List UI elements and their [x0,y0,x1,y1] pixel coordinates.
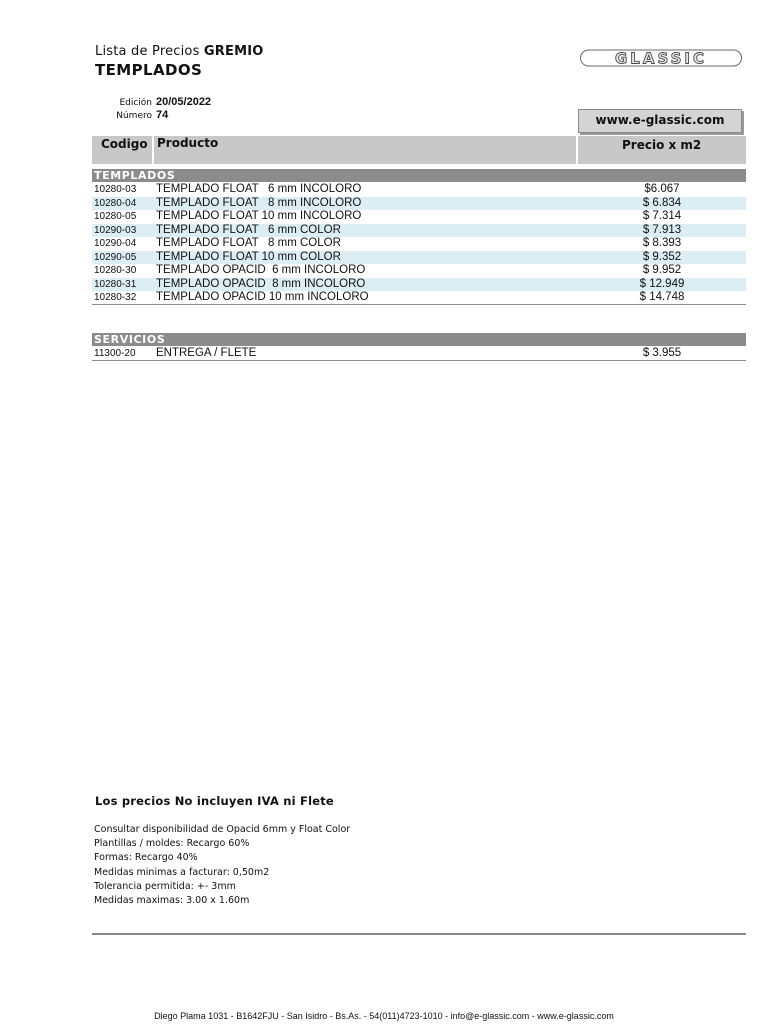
glassic-logo [580,48,742,68]
footer-rule [92,933,746,935]
note-line: Medidas maximas: 3.00 x 1.60m [94,895,250,907]
title-prefix: Lista de Precios [95,44,204,59]
section-bar-servicios [92,333,746,346]
row-code: 10290-05 [94,251,137,263]
row-price: $6.067 [644,183,680,195]
row-price: $ 9.952 [642,264,682,276]
section-bottom-rule [92,360,746,361]
row-code: 10290-04 [94,238,137,249]
edicion-value: 20/05/2022 [156,96,212,108]
row-product: TEMPLADO FLOAT 10 mm COLOR [156,250,341,263]
note-line: Consultar disponibilidad de Opacid 6mm y Float Color [94,824,351,835]
notes-heading: Los precios No incluyen IVA ni Flete [95,794,334,808]
column-producto: Producto [157,136,219,150]
row-code: 11300-20 [94,348,136,359]
table-row [92,183,746,197]
row-code: 10280-31 [94,278,137,290]
table-row [92,237,746,251]
column-precio: Precio x m2 [622,138,702,152]
document-subtitle: TEMPLADOS [95,61,203,79]
numero-value: 74 [156,109,169,121]
row-code: 10280-30 [94,265,137,276]
note-line: Tolerancia permitida: +- 3mm [94,880,236,892]
row-product: TEMPLADO FLOAT 6 mm INCOLORO [156,183,362,195]
row-price: $ 9.352 [642,250,682,263]
row-price: $ 7.913 [642,223,682,236]
row-price: $ 8.393 [642,237,682,249]
table-row [92,264,746,278]
row-product: TEMPLADO OPACID 8 mm INCOLORO [156,277,366,290]
column-separator [152,136,154,164]
note-line: Plantillas / moldes: Recargo 60% [94,838,250,850]
row-code: 10290-03 [94,224,137,236]
website-link[interactable]: www.e-glassic.com [578,109,742,133]
numero-label: Número [116,111,152,121]
column-separator [576,136,578,164]
table-row [92,224,746,238]
edicion-label: Edición [119,98,152,108]
footer-contact: Diego Plama 1031 - B1642FJU - San Isidro - Bs.As. - 54(011)4723-1010 - info@e-glassic.com - www.e-glassic.com [154,1011,614,1021]
row-price: $ 14.748 [639,291,685,303]
table-row [92,210,746,224]
row-product: TEMPLADO FLOAT 6 mm COLOR [156,223,341,236]
title-bold: GREMIO [203,44,264,59]
column-codigo: Codigo [101,137,148,151]
row-code: 10280-04 [94,197,137,209]
note-line: Formas: Recargo 40% [94,852,198,864]
row-price: $ 7.314 [642,210,682,222]
table-row [92,347,746,361]
logo-text: GLASSIC [614,49,708,68]
table-row [92,251,746,265]
row-product: TEMPLADO FLOAT 8 mm INCOLORO [156,196,362,209]
row-price: $ 3.955 [642,347,682,359]
section-title: TEMPLADOS [94,169,176,182]
row-product: TEMPLADO FLOAT 10 mm INCOLORO [156,210,362,222]
row-price: $ 12.949 [639,277,685,290]
row-product: TEMPLADO OPACID 10 mm INCOLORO [156,291,369,303]
section-bar-templados [92,169,746,182]
table-row [92,197,746,211]
row-price: $ 6.834 [642,196,682,209]
section-bottom-rule [92,304,746,305]
row-code: 10280-05 [94,211,137,222]
table-row [92,291,746,305]
section-title: SERVICIOS [94,333,166,346]
row-product: TEMPLADO OPACID 6 mm INCOLORO [156,264,366,276]
column-header [92,136,746,164]
document-title [95,44,264,59]
row-product: ENTREGA / FLETE [156,347,257,359]
row-code: 10280-32 [94,292,137,303]
notes-list [94,823,350,908]
table-row [92,278,746,292]
row-product: TEMPLADO FLOAT 8 mm COLOR [156,237,341,249]
row-code: 10280-03 [94,184,137,195]
note-line: Medidas minimas a facturar: 0,50m2 [94,866,270,878]
